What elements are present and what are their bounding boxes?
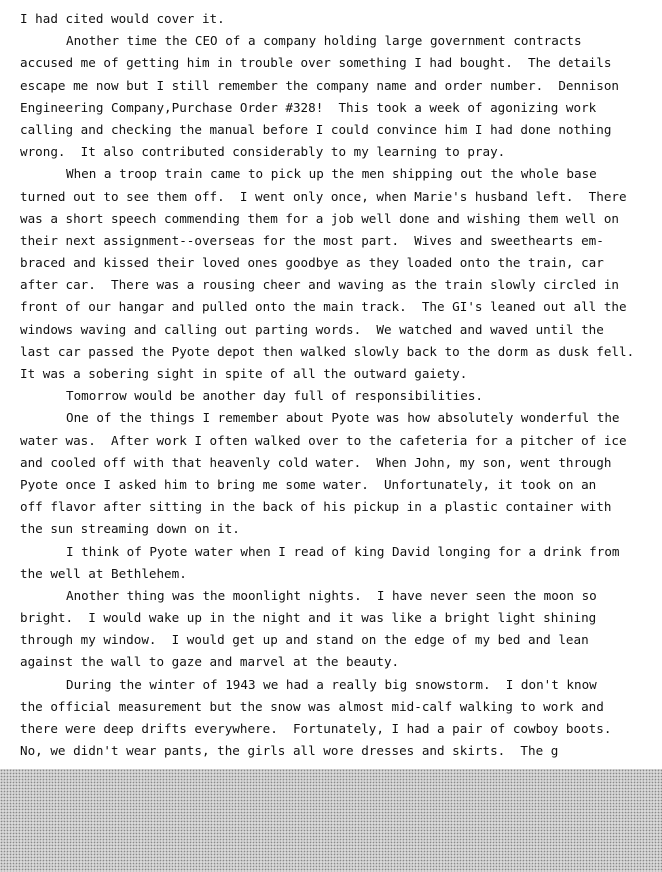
text-line: through my window. I would get up and stand on the edge of my bed and lean bbox=[20, 632, 589, 648]
text-line: off flavor after sitting in the back of his pickup in a plastic container with bbox=[20, 499, 612, 515]
text-line: there were deep drifts everywhere. Fortunately, I had a pair of cowboy boots. bbox=[20, 721, 612, 736]
text-line: When a troop train came to pick up the men shipping out the whole base bbox=[66, 166, 597, 182]
text-line: escape me now but I still remember the company name and order number. Dennison bbox=[20, 77, 619, 93]
text-line: the well at Bethlehem. bbox=[20, 565, 187, 581]
text-line: and cooled off with that heavenly cold water. When John, my son, went through bbox=[20, 454, 612, 470]
text-line: Pyote once I asked him to bring me some water. Unfortunately, it took on an bbox=[20, 476, 597, 492]
text-line: last car passed the Pyote depot then walked slowly back to the dorm as dusk fell. bbox=[20, 343, 635, 359]
text-line: the sun streaming down on it. bbox=[20, 521, 240, 537]
text-line: braced and kissed their loved ones goodbye as they loaded onto the train, car bbox=[20, 255, 604, 271]
text-line: was a short speech commending them for a job well done and wishing them well on bbox=[20, 210, 619, 226]
text-line: Tomorrow would be another day full of responsibilities. bbox=[66, 388, 484, 404]
text-line: against the wall to gaze and marvel at the beauty. bbox=[20, 654, 400, 670]
text-line: water was. After work I often walked over to the cafeteria for a pitcher of ice bbox=[20, 432, 627, 448]
text-line: front of our hangar and pulled onto the main track. The GI's leaned out all the bbox=[20, 299, 627, 315]
text-line: Engineering Company,Purchase Order #328! This took a week of agonizing work bbox=[20, 99, 597, 115]
text-line: One of the things I remember about Pyote was how absolutely wonderful the bbox=[66, 410, 620, 426]
text-line: windows waving and calling out parting words. We watched and waved until the bbox=[20, 321, 604, 337]
text-line: Another time the CEO of a company holding large government contracts bbox=[66, 33, 582, 49]
text-line: their next assignment--overseas for the most part. Wives and sweethearts em- bbox=[20, 232, 604, 248]
text-line: the official measurement but the snow was almost mid-calf walking to work and bbox=[20, 698, 604, 714]
text-line: turned out to see them off. I went only once, when Marie's husband left. There bbox=[20, 188, 627, 204]
text-line: bright. I would wake up in the night and it was like a bright light shining bbox=[20, 610, 597, 626]
text-line: Another thing was the moonlight nights. I have never seen the moon so bbox=[66, 587, 597, 603]
document-text bbox=[20, 8, 652, 762]
text-line: after car. There was a rousing cheer and waving as the train slowly circled in bbox=[20, 277, 619, 293]
text-line: I had cited would cover it. bbox=[20, 11, 225, 26]
text-line: I think of Pyote water when I read of king David longing for a drink from bbox=[66, 543, 620, 559]
scan-noise-band bbox=[0, 769, 662, 872]
text-line: No, we didn't wear pants, the girls all wore dresses and skirts. The g bbox=[20, 743, 559, 759]
text-line: During the winter of 1943 we had a really big snowstorm. I don't know bbox=[66, 676, 597, 692]
text-line: accused me of getting him in trouble over something I had bought. The details bbox=[20, 55, 612, 71]
text-line: It was a sobering sight in spite of all the outward gaiety. bbox=[20, 366, 468, 381]
text-line: wrong. It also contributed considerably to my learning to pray. bbox=[20, 144, 506, 160]
text-line: calling and checking the manual before I could convince him I had done nothing bbox=[20, 121, 612, 137]
